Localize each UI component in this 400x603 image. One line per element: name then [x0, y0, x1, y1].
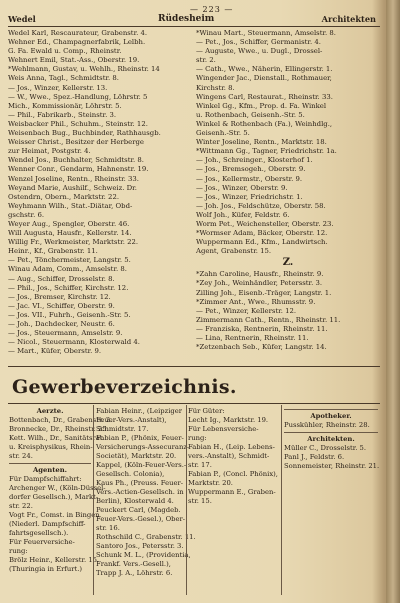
trade-entry: Trapp J. A., Löhrstr. 6. [96, 569, 173, 577]
resident-entry: str. 2. [196, 56, 216, 65]
resident-entry: *Zahn Caroline, Hausfr., Rheinstr. 9. [196, 270, 324, 279]
section-rule-top [8, 366, 380, 367]
resident-entry: — Auguste, Wwe., u. Dugl., Drossel- [196, 47, 323, 56]
category-rule [9, 463, 91, 464]
letter-heading: Z. [282, 257, 294, 269]
trade-column-2 [96, 407, 196, 578]
resident-entry: Weyhmann Wilh., Stat.-Diätar, Obd- [8, 201, 133, 210]
trade-entry: Peuckert Carl, (Magdeb. [96, 506, 181, 514]
residents-right-column [196, 29, 380, 352]
trade-entry: Panl J., Feldstr. 6. [284, 453, 345, 461]
resident-entry: — Jos., Winzer, Friedrichstr. 1. [196, 192, 303, 201]
header-rule [8, 26, 380, 27]
resident-entry: Worm Pet., Weichensteller, Oberstr. 23. [196, 219, 334, 228]
resident-entry: — Pet., Tönchermeister, Langstr. 5. [8, 256, 131, 265]
trade-entry: Versicherungs-Assecuranz- [96, 443, 190, 451]
trade-entry: str. 24. [9, 452, 33, 460]
trade-entry: (Niederl. Dampfschiff- [9, 520, 86, 528]
resident-entry: zur Heimat, Postgstr. 4. [8, 147, 91, 156]
column-divider [281, 405, 282, 595]
resident-entry: *Zey Joh., Weinhändler, Petersstr. 3. [196, 279, 323, 288]
resident-entry: — Joh. Jos., Feldschütze, Oberstr. 58. [196, 201, 326, 210]
resident-entry: — Franziska, Rentnerin, Rheinstr. 11. [196, 324, 328, 333]
trade-entry: Frankf. Vers.-Gesell.), [96, 560, 171, 568]
resident-entry: Wingender Jac., Dienstall., Rothmauer, [196, 74, 332, 83]
trade-entry: str. 16. [96, 524, 120, 532]
header-right: Architekten [321, 14, 376, 24]
resident-entry: — Mart., Küfer, Oberstr. 9. [8, 347, 102, 356]
trade-column-3 [188, 407, 280, 506]
resident-entry: Mich., Kommissionär, Löhrstr. 5. [8, 101, 122, 110]
trade-entry: Fabian P., (Concl. Phönix), [188, 470, 278, 478]
resident-entry: — Pet., Jos., Schiffer, Germanistr. 4. [196, 38, 321, 47]
header-center: Rüdesheim [158, 14, 215, 24]
trade-category-heading: Agenten. [32, 466, 68, 474]
trade-entry: dorfer Gesellsch.), Markt- [9, 493, 99, 501]
resident-entry: Wolf Joh., Küfer, Feldstr. 6. [196, 210, 290, 219]
resident-entry: — Nicol., Steuermann, Klosterwald 4. [8, 338, 140, 347]
resident-entry: — Jos. VII., Fuhrh., Geisenh.-Str. 5. [8, 310, 131, 319]
trade-entry: Schunk M. L., (Providentia, [96, 551, 191, 559]
section-title: Gewerbeverzeichnis. [12, 376, 237, 398]
trade-entry: vers.-Anstalt), Schmidt- [188, 452, 270, 460]
trade-entry: Kett. Wilh., Dr., Sanitätsrat [9, 434, 103, 442]
column-divider [186, 405, 187, 595]
trade-entry: Kaus Ph., (Preuss. Feuer- [96, 479, 184, 487]
trade-entry: Bottenbach, Dr., Grabenstr. 2. [9, 416, 113, 424]
trade-entry: Sonnemeister, Rheinstr. 21. [284, 462, 380, 470]
trade-entry: Fabian H., (Leip. Lebens- [188, 443, 275, 451]
resident-entry: *Wehlmann, Gustav, u. Wehlh., Rheinstr. 14 [8, 65, 160, 74]
trade-entry: Schmidtstr. 17. [96, 425, 149, 433]
resident-entry: Agent, Grabenstr. 15. [196, 247, 272, 256]
trade-entry: Brölz Heinr., Kellerstr. 15. [9, 556, 100, 564]
trade-entry: str. 22. [9, 502, 33, 510]
running-header [6, 14, 380, 25]
resident-entry: — Phil., Fabrikarb., Steinstr. 3. [8, 110, 117, 119]
resident-entry: Winau Adam, Comm., Amselstr. 8. [8, 265, 127, 274]
trade-entry: fahrtsgesellsch.). [9, 529, 69, 537]
resident-entry: Kirchstr. 8. [196, 83, 235, 92]
trade-entry: Feuer-Vers.-Gesel.), Ober- [96, 515, 186, 523]
resident-entry: *Winau Mart., Steuermann, Amselstr. 8. [196, 29, 336, 37]
resident-entry: Weisser Christ., Besitzer der Herberge [8, 138, 144, 147]
trade-category-heading: Aerzte. [36, 407, 64, 415]
category-rule [284, 432, 378, 433]
trade-entry: rung: [188, 434, 207, 442]
category-rule [284, 409, 378, 410]
trade-entry: Archenger W., (Köln-Düssel- [9, 484, 106, 492]
resident-entry: *Wittmann Gg., Tagner, Friedrichstr. 1a. [196, 147, 337, 156]
trade-entry: rung: [9, 547, 28, 555]
resident-entry: Wendel Jos., Buchhalter, Schmidtstr. 8. [8, 156, 144, 165]
trade-entry: Kappel, (Köln-Feuer-Vers.- [96, 461, 187, 469]
resident-entry: — Jos., Steuermann, Amselstr. 9. [8, 329, 123, 338]
trade-category-heading: Architekten. [307, 435, 355, 443]
resident-entry: Zilling Joh., Eisenb.-Träger, Langstr. 1. [196, 288, 332, 297]
trade-entry: Für Feuerversiche- [9, 538, 75, 546]
resident-entry: — Jos., Bremser, Kirchstr. 12. [8, 292, 111, 301]
resident-entry: — Joh., Schreinger., Klosterhof 1. [196, 156, 313, 165]
resident-entry: Winkel Gg., Kfm., Prop. d. Fa. Winkel [196, 101, 327, 110]
trade-entry: Berlin), Klosterwald 4. [96, 497, 174, 505]
resident-entry: Wehnert Emil, Stat.-Ass., Oberstr. 19. [8, 56, 140, 65]
trade-entry: Marktstr. 20. [188, 479, 233, 487]
resident-entry: Wehner Ed., Champagnerfabrik, Lelbh. [8, 38, 146, 47]
resident-entry: Wuppermann Ed., Kfm., Landwirtsch. [196, 238, 328, 247]
section-rule-bottom [8, 403, 380, 404]
trade-entry: Vers.-Actien-Gesellsch. in [96, 488, 184, 496]
resident-entry: *Wormser Adam, Bäcker, Oberstr. 12. [196, 229, 328, 238]
resident-entry: Geisenh.-Str. 5. [196, 129, 250, 138]
trade-entry: Für Güter: [188, 407, 225, 415]
resident-entry: Wedel Karl, Rescaurateur, Grabenstr. 4. [8, 29, 148, 37]
resident-entry: Wingens Carl, Restaurat., Rheinstr. 33. [196, 92, 333, 101]
resident-entry: G. Fa. Ewald u. Comp., Rheinstr. [8, 47, 122, 56]
resident-entry: Weyand Marie, Aushilf., Schweiz. Dr. [8, 183, 137, 192]
trade-entry: Für Dampfschiffahrt: [9, 475, 82, 483]
trade-entry: Müller C., Drosselstr. 5. [284, 444, 367, 452]
resident-entry: — Phil., Jos., Schiffer, Kirchstr. 12. [8, 283, 129, 292]
resident-entry: Heinr., Kf., Grabenstr. 11. [8, 247, 98, 256]
resident-entry: Winkel & Rothenbach (Fa.), Weinhdlg., [196, 119, 333, 128]
trade-entry: Vogt Fr., Comst. in Bingen [9, 511, 100, 519]
trade-entry: (Thuringia in Erfurt.) [9, 565, 83, 573]
resident-entry: Weisenbach Bug., Buchbinder, Rathhausgb. [8, 129, 161, 138]
resident-entry: Will Augusta, Hausfr., Kellerstr. 14. [8, 229, 132, 238]
trade-entry: str. 17. [188, 461, 212, 469]
resident-entry: — Jos., Bremsogeh., Oberstr. 9. [196, 165, 306, 174]
trade-entry: Pusskühler, Rheinstr. 28. [284, 421, 370, 429]
trade-entry: Lecht Ig., Marktstr. 19. [188, 416, 269, 424]
page-number: — 223 — [190, 5, 234, 14]
trade-entry: Für Lebensversiche- [188, 425, 259, 433]
trade-entry: Societät), Marktstr. 20. [96, 452, 177, 460]
resident-entry: — Jos., Kellermstr., Oberstr. 9. [196, 174, 303, 183]
resident-entry: — Joh., Dachdecker, Neustr. 6. [8, 320, 115, 328]
resident-entry: Weisbacker Phil., Schuhm., Steinstr. 12. [8, 119, 148, 128]
resident-entry: Zimmermann Cath., Rentn., Rheinstr. 11. [196, 315, 341, 324]
resident-entry: — Aug., Schiffer, Drosselstr. 8. [8, 274, 115, 283]
trade-entry: Gesellsch. Colonia), [96, 470, 165, 478]
resident-entry: *Zetzenbach Seb., Küfer, Langstr. 14. [196, 343, 327, 352]
resident-entry: — Jos., Winzer, Oberstr. 9. [196, 183, 288, 192]
trade-entry: Feuer-Vers.-Anstalt), [96, 416, 167, 424]
resident-entry: — Jac. VI., Schiffer, Oberstr. 9. [8, 301, 115, 310]
trade-entry: Fabian P., (Phönix, Feuer- [96, 434, 184, 442]
trade-entry: u. Kreisphysikus, Rhein- [9, 443, 93, 451]
resident-entry: Wenner Conr., Gendarm, Hahnenstr. 19. [8, 165, 149, 174]
resident-entry: Winter Joseline, Rentn., Marktstr. 18. [196, 138, 327, 147]
trade-entry: Bronnecke, Dr., Rheinstr. 25. [9, 425, 109, 433]
trade-column-4 [284, 407, 378, 471]
resident-entry: — Jos., Winzer, Kellerstr. 13. [8, 83, 108, 92]
header-left: Wedel [8, 14, 36, 24]
resident-entry: Willig Fr., Werkmeister, Marktstr. 22. [8, 238, 139, 247]
resident-entry: — W., Wwe., Spez.-Handlung, Löhrstr. 5 [8, 92, 148, 101]
resident-entry: Ostendrn, Obern., Marktstr. 22. [8, 192, 120, 201]
trade-entry: Santoro Jos., Petersstr. 3. [96, 542, 184, 550]
resident-entry: Wenzel Joseline, Rentn., Rheinstr. 33. [8, 174, 139, 183]
trade-entry: Fabian Heinr., (Leipziger [96, 407, 182, 415]
resident-entry: Weyer Aug., Spengler, Oberstr. 46. [8, 219, 130, 228]
resident-entry: Weis Anna, Tagl., Schmidtstr. 8. [8, 74, 119, 83]
trade-entry: str. 15. [188, 497, 212, 505]
resident-entry: — Cath., Wwe., Näherin, Ellingerstr. 1. [196, 65, 333, 74]
column-divider [93, 405, 94, 595]
resident-entry: — Pet., Winzer, Kellerstr. 12. [196, 306, 297, 315]
page-binding-edge [386, 0, 400, 603]
residents-left-column [8, 29, 192, 356]
trade-entry: Wuppermann E., Graben- [188, 488, 276, 496]
resident-entry: *Zimmer Ant., Wwe., Rhumsstr. 9. [196, 297, 316, 306]
resident-entry: gschstr. 6. [8, 210, 45, 219]
resident-entry: u. Rothenbach, Geisenh.-Str. 5. [196, 110, 305, 119]
trade-entry: Rothschild C., Grabenstr. 11. [96, 533, 196, 541]
resident-entry: — Lina, Rentnerin, Rheinstr. 11. [196, 334, 309, 342]
trade-category-heading: Apotheker. [310, 412, 352, 420]
